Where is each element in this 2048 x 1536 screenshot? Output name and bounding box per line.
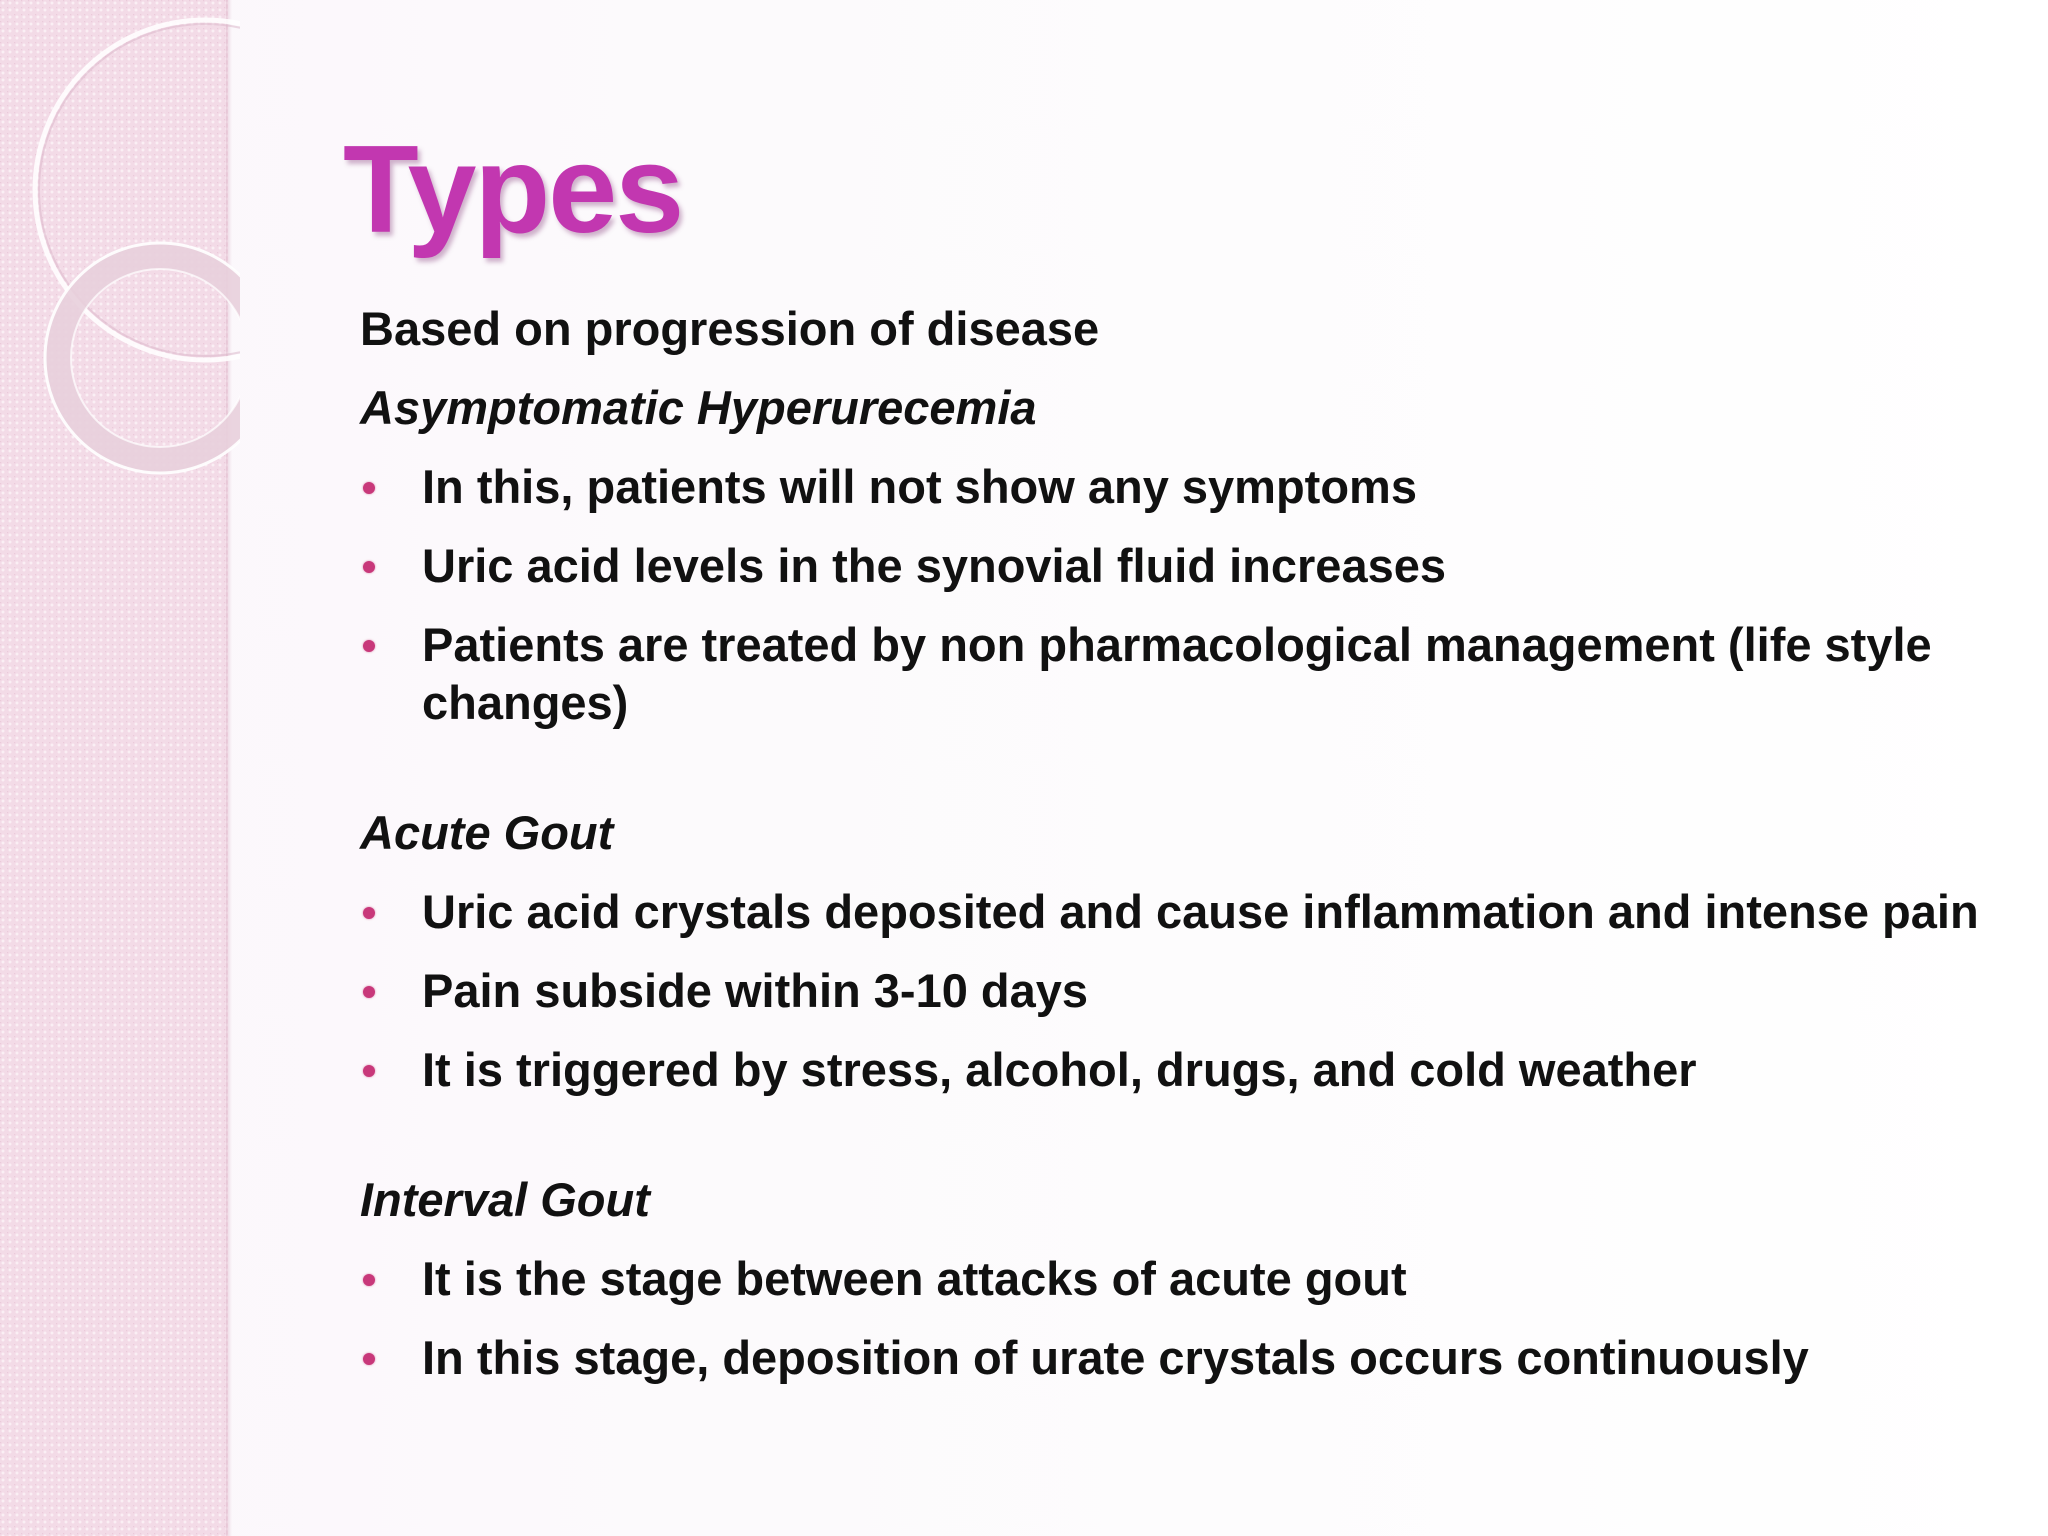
section-heading-asymptomatic: Asymptomatic Hyperurecemia (360, 381, 1037, 434)
bullet-text: It is triggered by stress, alcohol, drugs, and cold weather (422, 1043, 1697, 1096)
bullet-dot-icon (363, 1065, 375, 1077)
bullet-text: It is the stage between attacks of acute gout (422, 1252, 1407, 1305)
section-heading-acute-gout: Acute Gout (360, 806, 614, 859)
bullet-dot-icon (363, 907, 375, 919)
bullet-item (360, 883, 2000, 941)
bullet-dot-icon (363, 482, 375, 494)
bullet-item (360, 537, 2000, 595)
slide-title: Types (343, 121, 683, 259)
bullet-text: Uric acid levels in the synovial fluid increases (422, 539, 1446, 592)
decorative-rings (0, 0, 240, 520)
bullet-dot-icon (363, 1353, 375, 1365)
bullet-dot-icon (363, 561, 375, 573)
bullet-item (360, 1041, 2000, 1099)
bullet-item (360, 458, 2000, 516)
bullet-dot-icon (363, 640, 375, 652)
slide-content (360, 300, 2000, 1408)
bullet-text: Patients are treated by non pharmacological management (life style changes) (422, 618, 1932, 729)
bullet-item (360, 962, 2000, 1020)
bullet-text: Pain subside within 3-10 days (422, 964, 1089, 1017)
bullet-text: Uric acid crystals deposited and cause inflammation and intense pain (422, 885, 1979, 938)
bullet-item (360, 1329, 2000, 1387)
bullet-text: In this stage, deposition of urate crystals occurs continuously (422, 1331, 1809, 1384)
bullet-dot-icon (363, 986, 375, 998)
bullet-item (360, 616, 2000, 732)
bullet-dot-icon (363, 1274, 375, 1286)
bullet-text: In this, patients will not show any symptoms (422, 460, 1417, 513)
bullet-item (360, 1250, 2000, 1308)
intro-heading: Based on progression of disease (360, 302, 1100, 355)
section-heading-interval-gout: Interval Gout (360, 1173, 650, 1226)
